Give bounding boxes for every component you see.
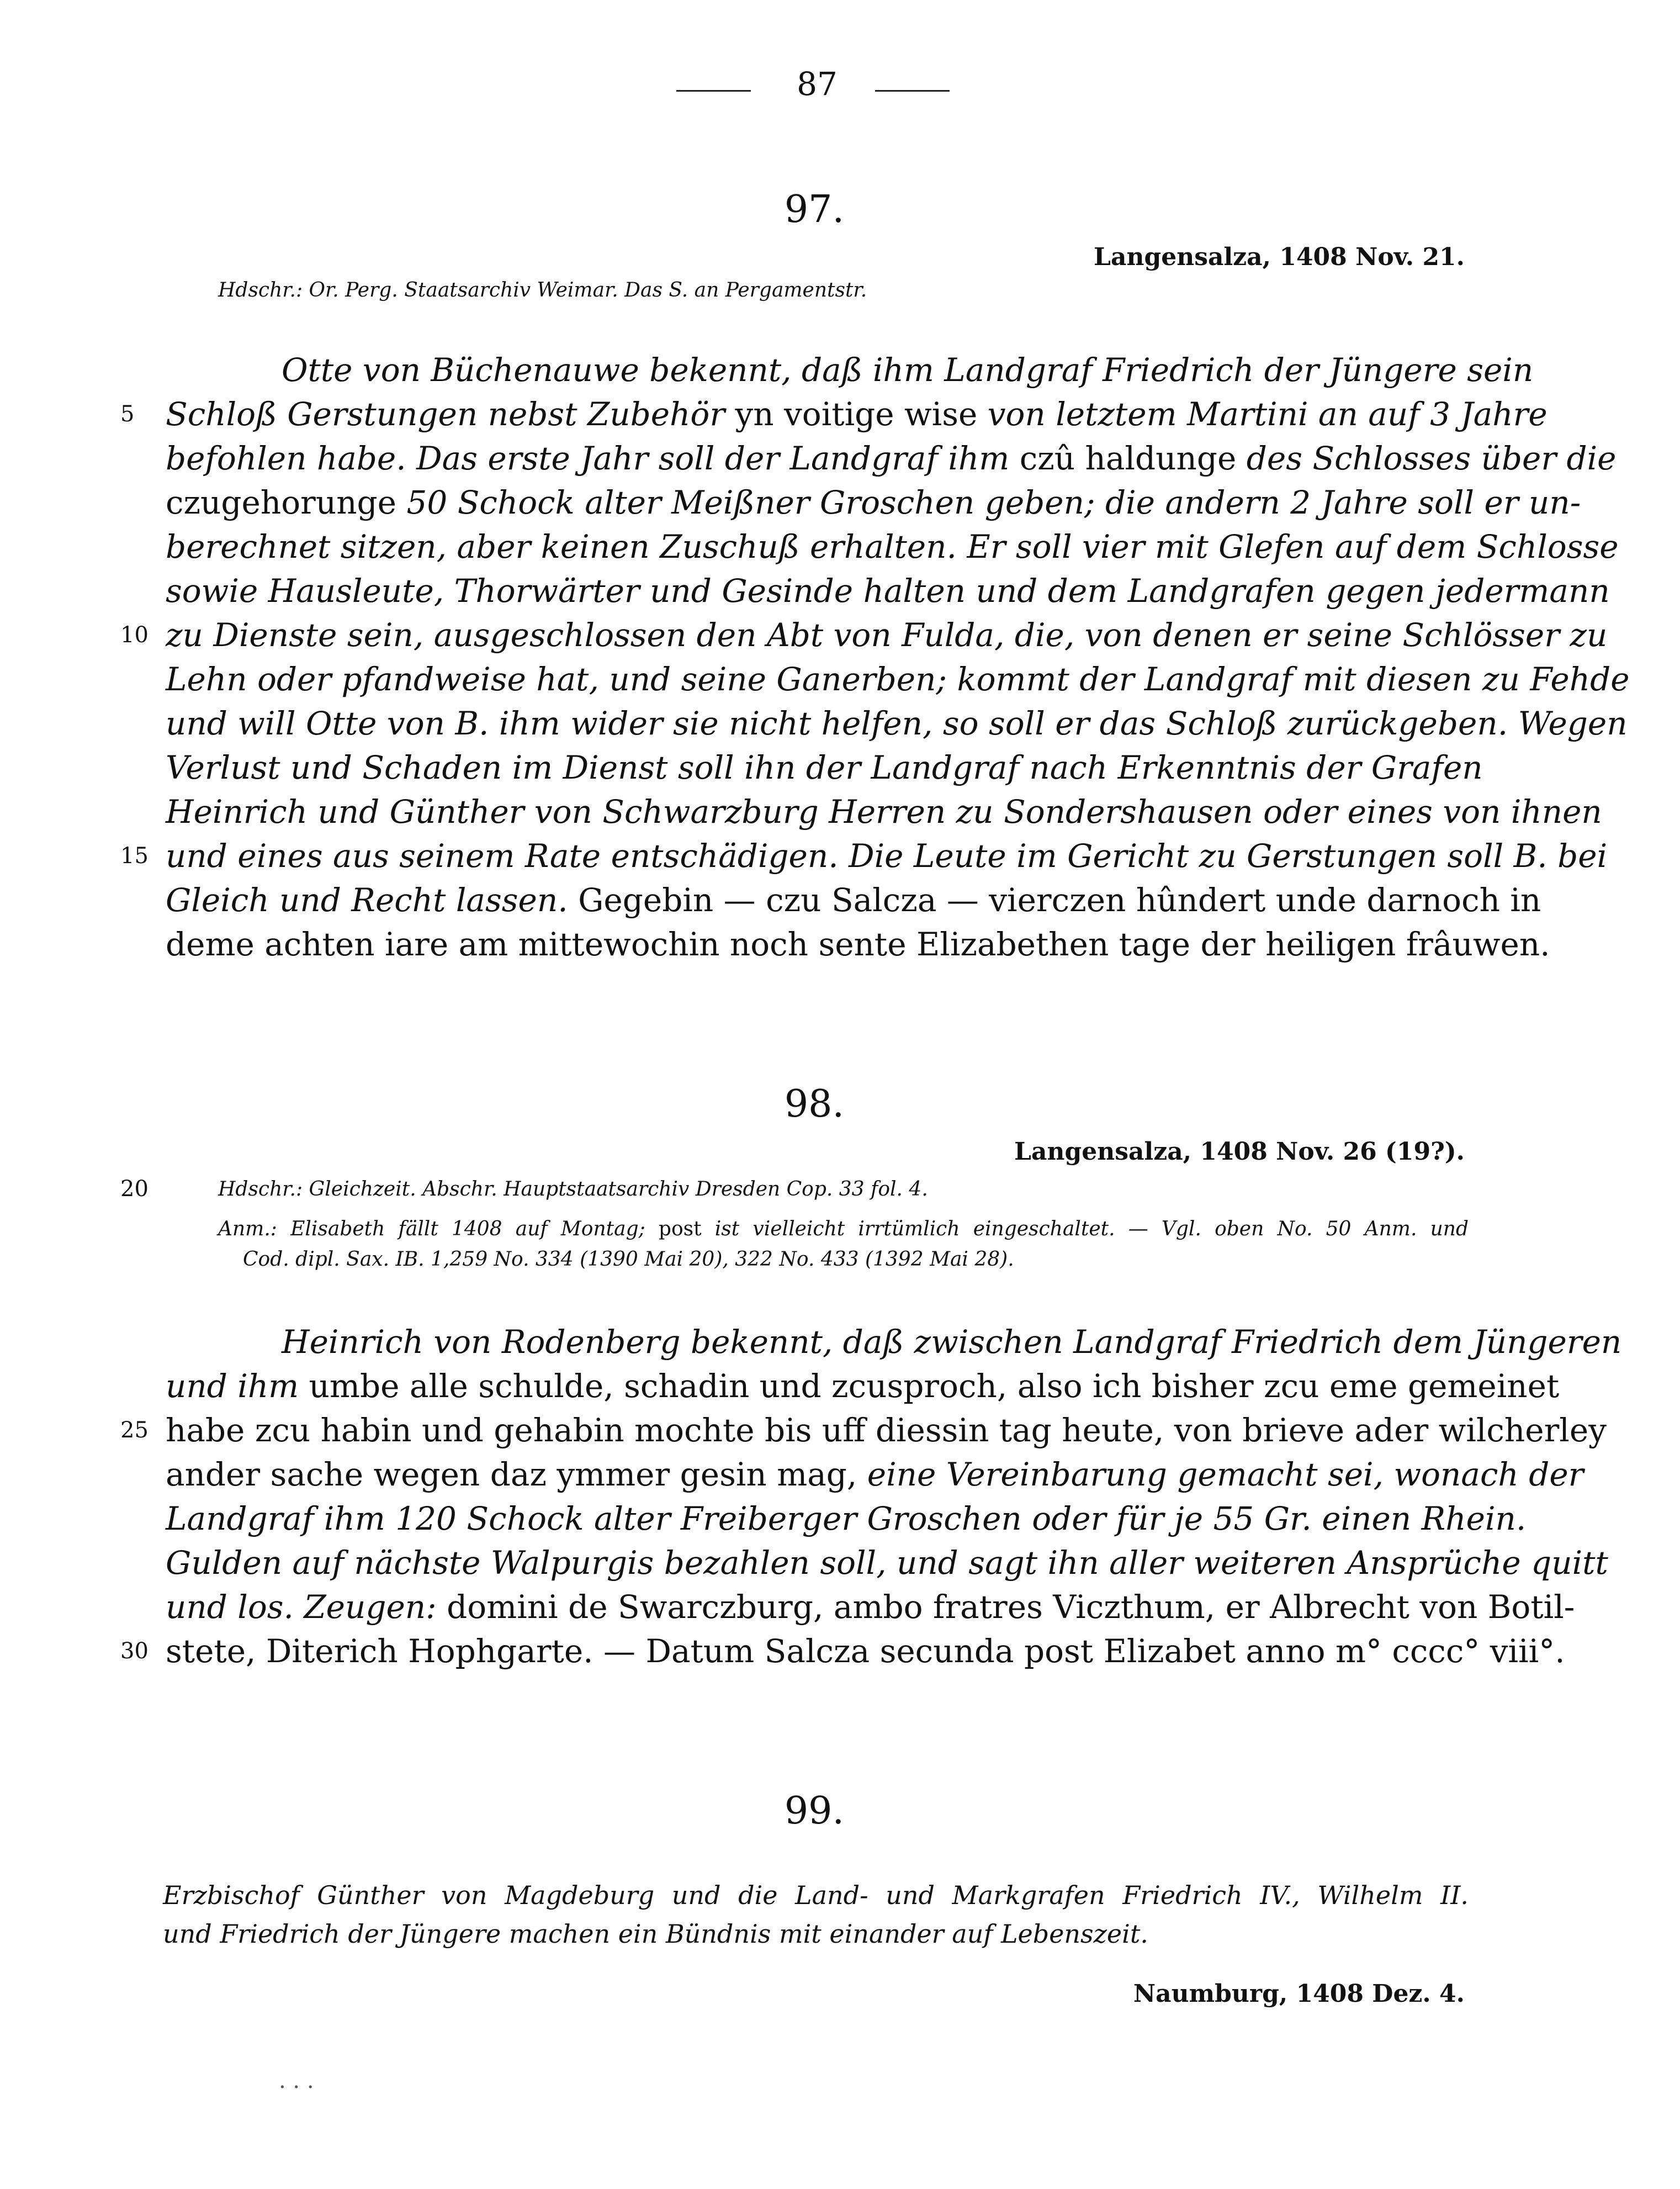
doc97-line-14: deme achten iare am mittewochin noch sente Elizabethen tage der heiligen frâuwen. — [166, 926, 1550, 963]
doc97-line-2-roman-a: yn voitige wise — [725, 395, 988, 433]
header-rule-left — [676, 90, 751, 92]
doc97-line-2-italic-b: von letztem Martini an auf 3 Jahre — [987, 395, 1547, 433]
doc97-line-12: und eines aus seinem Rate entschädigen. Die Leute im Gericht zu Gerstungen soll B. bei — [166, 837, 1608, 875]
doc98-number: 98. — [784, 1082, 845, 1126]
line-number-15: 15 — [120, 843, 149, 869]
doc98-line-5: Landgraf ihm 120 Schock alter Freiberger Groschen oder für je 55 Gr. einen Rhein. — [166, 1500, 1527, 1537]
stray-marks: . . . — [279, 2068, 314, 2093]
line-number-20: 20 — [120, 1176, 149, 1202]
doc99-summary-line-1: Erzbischof Günther von Magdeburg und die Land- und Markgrafen Friedrich IV., Wilhelm II. — [163, 1880, 1469, 1910]
doc98-note-roman-a: post — [645, 1218, 715, 1240]
doc98-note-italic-a: Anm.: Elisabeth fällt 1408 auf Montag; — [218, 1218, 645, 1240]
doc97-line-3-italic-b: des Schlosses über die — [1246, 440, 1617, 477]
doc98-line-4-roman-a: ander sache wegen daz ymmer gesin mag, — [166, 1456, 867, 1493]
line-number-5: 5 — [120, 401, 135, 427]
doc98-line-3: habe zcu habin und gehabin mochte bis uff diessin tag heute, von brieve ader wilcherley — [166, 1411, 1607, 1449]
line-number-25: 25 — [120, 1418, 149, 1443]
doc97-line-7: zu Dienste sein, ausgeschlossen den Abt von Fulda, die, von denen er seine Schlösser zu — [166, 616, 1608, 654]
doc97-line-13 — [166, 878, 1541, 922]
doc97-line-4-italic-a: 50 Schock alter Meißner Groschen geben; die andern 2 Jahre soll er un- — [406, 484, 1581, 521]
doc98-line-7-roman-a: domini de Swarczburg, ambo fratres Viczthum, er Albrecht von Botil- — [436, 1588, 1575, 1626]
doc97-source: Hdschr.: Or. Perg. Staatsarchiv Weimar. Das S. an Pergamentstr. — [218, 279, 867, 302]
doc98-line-4-italic-a: eine Vereinbarung gemacht sei, wonach der — [867, 1456, 1584, 1493]
doc98-source: Hdschr.: Gleichzeit. Abschr. Hauptstaatsarchiv Dresden Cop. 33 fol. 4. — [218, 1178, 928, 1201]
doc97-line-13-italic-a: Gleich und Recht lassen. — [166, 881, 568, 919]
doc97-line-2 — [166, 392, 1547, 436]
doc99-number: 99. — [784, 1789, 845, 1833]
doc97-line-3-roman-a: czû haldunge — [1009, 440, 1247, 477]
line-number-10: 10 — [120, 622, 149, 648]
doc97-line-10: Verlust und Schaden im Dienst soll ihn der Landgraf nach Erkenntnis der Grafen — [166, 749, 1483, 786]
doc97-line-1: Otte von Büchenauwe bekennt, daß ihm Landgraf Friedrich der Jüngere sein — [282, 351, 1534, 389]
doc98-line-6: Gulden auf nächste Walpurgis bezahlen soll, und sagt ihn aller weiteren Ansprüche quitt — [166, 1544, 1608, 1582]
doc98-note-italic-b: ist vielleicht irrtümlich eingeschaltet. — Vgl. oben No. 50 Anm. und — [714, 1218, 1469, 1240]
header-rule-right — [875, 90, 950, 92]
doc98-line-7 — [166, 1585, 1575, 1629]
doc98-place-date: Langensalza, 1408 Nov. 26 (19?). — [1014, 1138, 1465, 1166]
doc98-line-4 — [166, 1452, 1584, 1497]
doc98-line-2-roman-a: umbe alle schulde, schadin und zcusproch, also ich bisher zcu eme gemeinet — [299, 1367, 1560, 1405]
doc97-line-4 — [166, 480, 1581, 525]
doc97-place-date: Langensalza, 1408 Nov. 21. — [1094, 243, 1465, 271]
doc98-note-line-2: Cod. dipl. Sax. IB. 1,259 No. 334 (1390 Mai 20), 322 No. 433 (1392 Mai 28). — [243, 1248, 1014, 1271]
doc98-line-2 — [166, 1364, 1560, 1408]
doc97-line-5: berechnet sitzen, aber keinen Zuschuß erhalten. Er soll vier mit Glefen auf dem Schlosse — [166, 528, 1619, 565]
doc98-line-7-italic-a: und los. Zeugen: — [166, 1588, 437, 1626]
doc97-line-8: Lehn oder pfandweise hat, und seine Ganerben; kommt der Landgraf mit diesen zu Fehde — [166, 660, 1630, 698]
doc98-line-8: stete, Diterich Hophgarte. — Datum Salcza secunda post Elizabet anno m° cccc° viii°. — [166, 1632, 1565, 1670]
doc97-number: 97. — [784, 188, 845, 231]
doc98-line-1: Heinrich von Rodenberg bekennt, daß zwischen Landgraf Friedrich dem Jüngeren — [282, 1323, 1622, 1361]
doc97-line-13-roman-a: Gegebin — czu Salcza — vierczen hûndert unde darnoch in — [568, 881, 1541, 919]
doc97-line-11: Heinrich und Günther von Schwarzburg Herren zu Sondershausen oder eines von ihnen — [166, 793, 1602, 831]
doc97-line-3-italic-a: befohlen habe. Das erste Jahr soll der Landgraf ihm — [166, 440, 1010, 477]
doc97-line-3 — [166, 436, 1617, 480]
doc99-place-date: Naumburg, 1408 Dez. 4. — [1133, 1980, 1465, 2008]
page-number: 87 — [797, 65, 838, 103]
doc99-summary-line-2: und Friedrich der Jüngere machen ein Bündnis mit einander auf Lebenszeit. — [163, 1919, 1148, 1949]
doc97-line-2-italic-a: Schloß Gerstungen nebst Zubehör — [166, 395, 725, 433]
doc98-note-line-1 — [218, 1218, 1469, 1240]
doc97-line-9: und will Otte von B. ihm wider sie nicht helfen, so soll er das Schloß zurückgeben. Wegen — [166, 705, 1628, 742]
line-number-30: 30 — [120, 1638, 149, 1664]
doc98-line-2-italic-a: und ihm — [166, 1367, 299, 1405]
doc97-line-6: sowie Hausleute, Thorwärter und Gesinde halten und dem Landgrafen gegen jedermann — [166, 572, 1610, 610]
doc97-line-4-roman-a: czugehorunge — [166, 484, 407, 521]
